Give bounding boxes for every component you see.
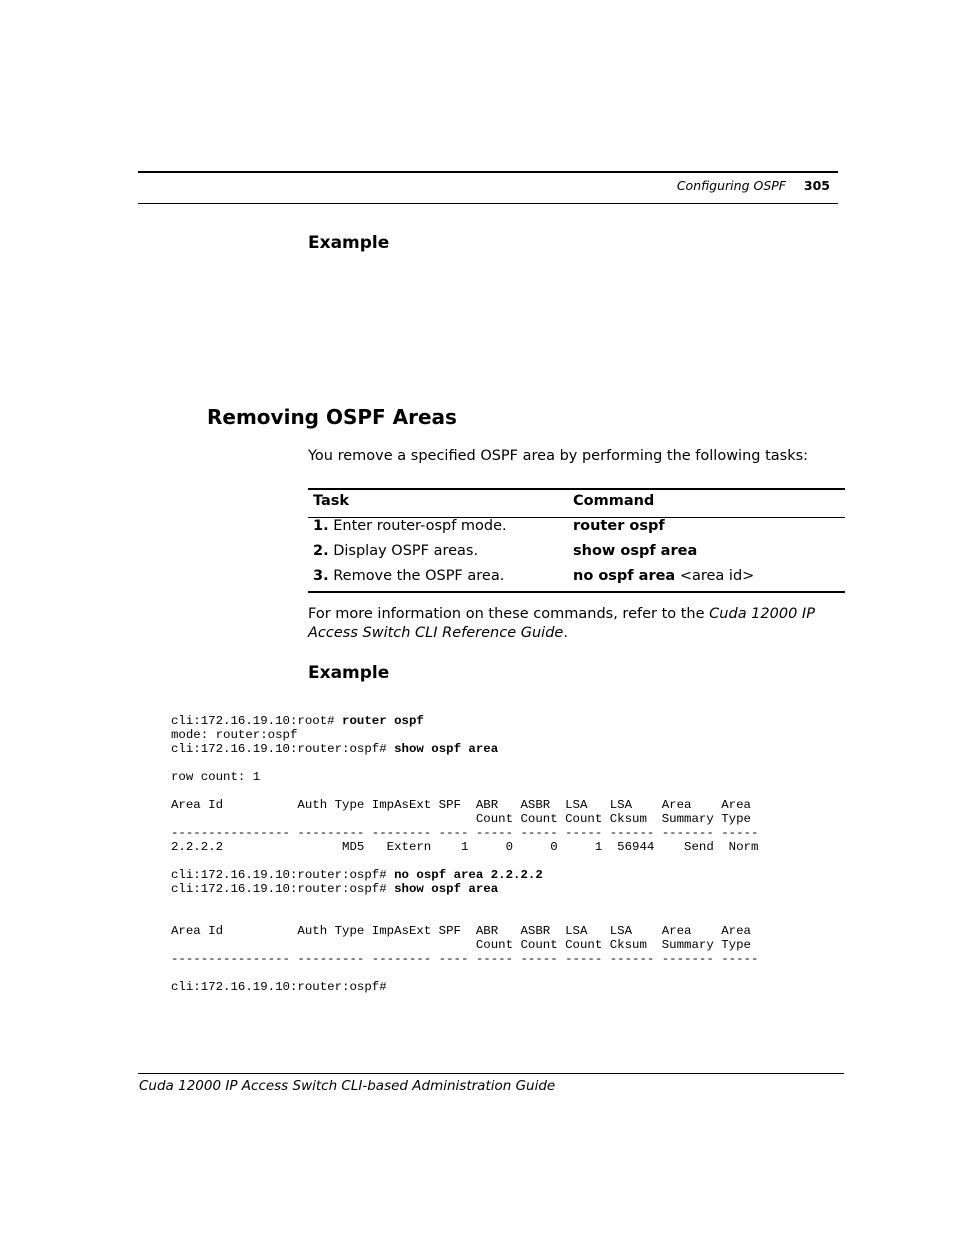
command-text: router ospf — [573, 518, 665, 534]
page-number: 305 — [803, 178, 830, 193]
code-line: Area Id Auth Type ImpAsExt SPF ABR ASBR LSA LSA Area Area — [171, 798, 751, 812]
reference-guide-title: Cuda 12000 IP Access Switch CLI Reference Guide — [308, 606, 815, 641]
row-number: 1. — [313, 518, 329, 534]
more-info-paragraph — [308, 605, 845, 643]
intro-paragraph: You remove a specified OSPF area by performing the following tasks: — [308, 448, 809, 464]
code-line: ---------------- --------- -------- ---- ----- ----- ----- ------ ------- ----- — [171, 826, 759, 840]
table-row — [313, 568, 504, 584]
table-header-task: Task — [313, 493, 350, 509]
table-row-command — [573, 568, 754, 584]
example-heading-top: Example — [308, 233, 390, 253]
table-header-command: Command — [573, 493, 655, 509]
code-line: Count Count Count Cksum Summary Type — [171, 938, 751, 952]
more-info-prefix: For more information on these commands, refer to the — [308, 606, 710, 622]
code-line: row count: 1 — [171, 770, 261, 784]
table-row-command — [573, 518, 665, 534]
code-line: Count Count Count Cksum Summary Type — [171, 812, 751, 826]
table-row-command — [573, 543, 697, 559]
command-text: show ospf area — [573, 543, 698, 559]
row-task: Enter router-ospf mode. — [333, 518, 507, 534]
row-number: 2. — [313, 543, 329, 559]
footer-title: Cuda 12000 IP Access Switch CLI-based Administration Guide — [139, 1078, 556, 1094]
example-heading: Example — [308, 663, 390, 683]
code-command: show ospf area — [394, 882, 499, 896]
table-bottom-rule — [308, 591, 845, 593]
code-line: ---------------- --------- -------- ---- ----- ----- ----- ------ ------- ----- — [171, 952, 759, 966]
row-task: Display OSPF areas. — [333, 543, 479, 559]
header-top-rule — [138, 171, 838, 173]
table-row — [313, 543, 478, 559]
cli-code-block — [171, 714, 758, 994]
code-line: 2.2.2.2 MD5 Extern 1 0 0 1 56944 Send Norm — [171, 840, 759, 854]
header-bottom-rule — [138, 203, 838, 204]
code-line: Area Id Auth Type ImpAsExt SPF ABR ASBR LSA LSA Area Area — [171, 924, 751, 938]
running-header-title: Configuring OSPF — [676, 178, 786, 193]
table-top-rule — [308, 488, 845, 490]
code-prompt: cli:172.16.19.10:router:ospf# — [171, 882, 395, 896]
code-line: cli:172.16.19.10:router:ospf# — [171, 980, 387, 994]
command-text: no ospf area — [573, 568, 676, 584]
command-argument: <area id> — [679, 568, 755, 584]
code-prompt: cli:172.16.19.10:root# — [171, 714, 343, 728]
more-info-suffix: . — [563, 625, 568, 641]
section-heading: Removing OSPF Areas — [207, 405, 457, 429]
code-prompt: cli:172.16.19.10:router:ospf# — [171, 742, 395, 756]
code-line: mode: router:ospf — [171, 728, 298, 742]
row-task: Remove the OSPF area. — [333, 568, 505, 584]
code-prompt: cli:172.16.19.10:router:ospf# — [171, 868, 395, 882]
row-number: 3. — [313, 568, 329, 584]
table-row — [313, 518, 507, 534]
code-command: no ospf area 2.2.2.2 — [394, 868, 543, 882]
code-command: router ospf — [342, 714, 424, 728]
code-command: show ospf area — [394, 742, 499, 756]
footer-rule — [138, 1073, 844, 1074]
